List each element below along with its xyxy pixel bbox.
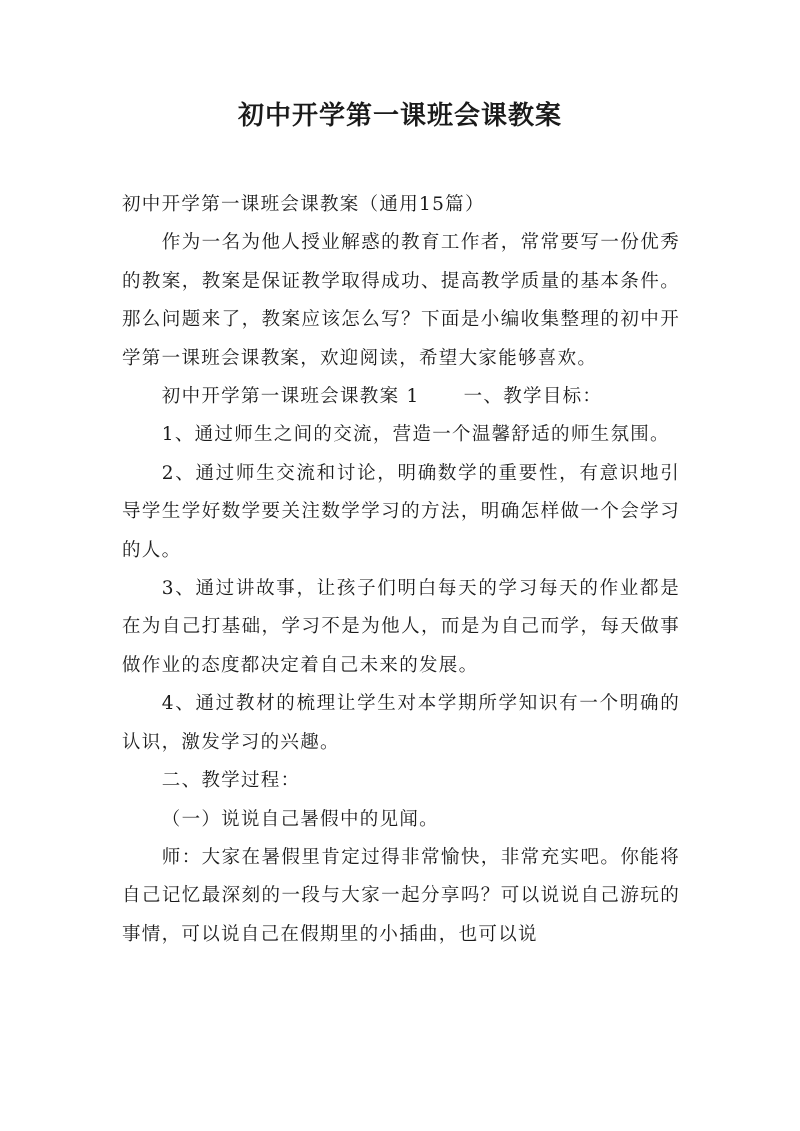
step-heading: （一）说说自己暑假中的见闻。 [161,808,439,830]
document-body [122,186,680,954]
objective-item: 4、通过教材的梳理让学生对本学期所学知识有一个明确的认识，激发学习的兴趣。 [122,693,680,753]
objective-item: 1、通过师生之间的交流，营造一个温馨舒适的师生氛围。 [161,424,670,446]
document-title: 初中开学第一课班会课教案 [237,101,562,131]
teacher-paragraph: 师：大家在暑假里肯定过得非常愉快，非常充实吧。你能将自己记忆最深刻的一段与大家一起分享吗？可以说说自己游玩的事情，可以说自己在假期里的小插曲，也可以说 [122,846,680,945]
subtitle: 初中开学第一课班会课教案（通用15篇） [122,194,485,215]
process-heading: 二、教学过程： [161,770,301,792]
objective-item: 3、通过讲故事，让孩子们明白每天的学习每天的作业都是在为自己打基础，学习不是为他人，而是为自己而学，每天做事做作业的态度都决定着自己未来的发展。 [122,578,680,676]
objectives-heading: 一、教学目标： [463,386,603,408]
intro-paragraph: 作为一名为他人授业解惑的教育工作者，常常要写一份优秀的教案，教案是保证教学取得成功、提高教学质量的基本条件。那么问题来了，教案应该怎么写？下面是小编收集整理的初中开学第一课班会课教案，欢迎阅读，希望大家能够喜欢。 [122,232,680,369]
objective-item: 2、通过师生交流和讨论，明确数学的重要性，有意识地引导学生学好数学要关注数学学习的方法，明确怎样做一个会学习的人。 [122,462,680,561]
section-heading: 初中开学第一课班会课教案 1 [161,386,420,408]
section-heading-line [122,378,680,416]
